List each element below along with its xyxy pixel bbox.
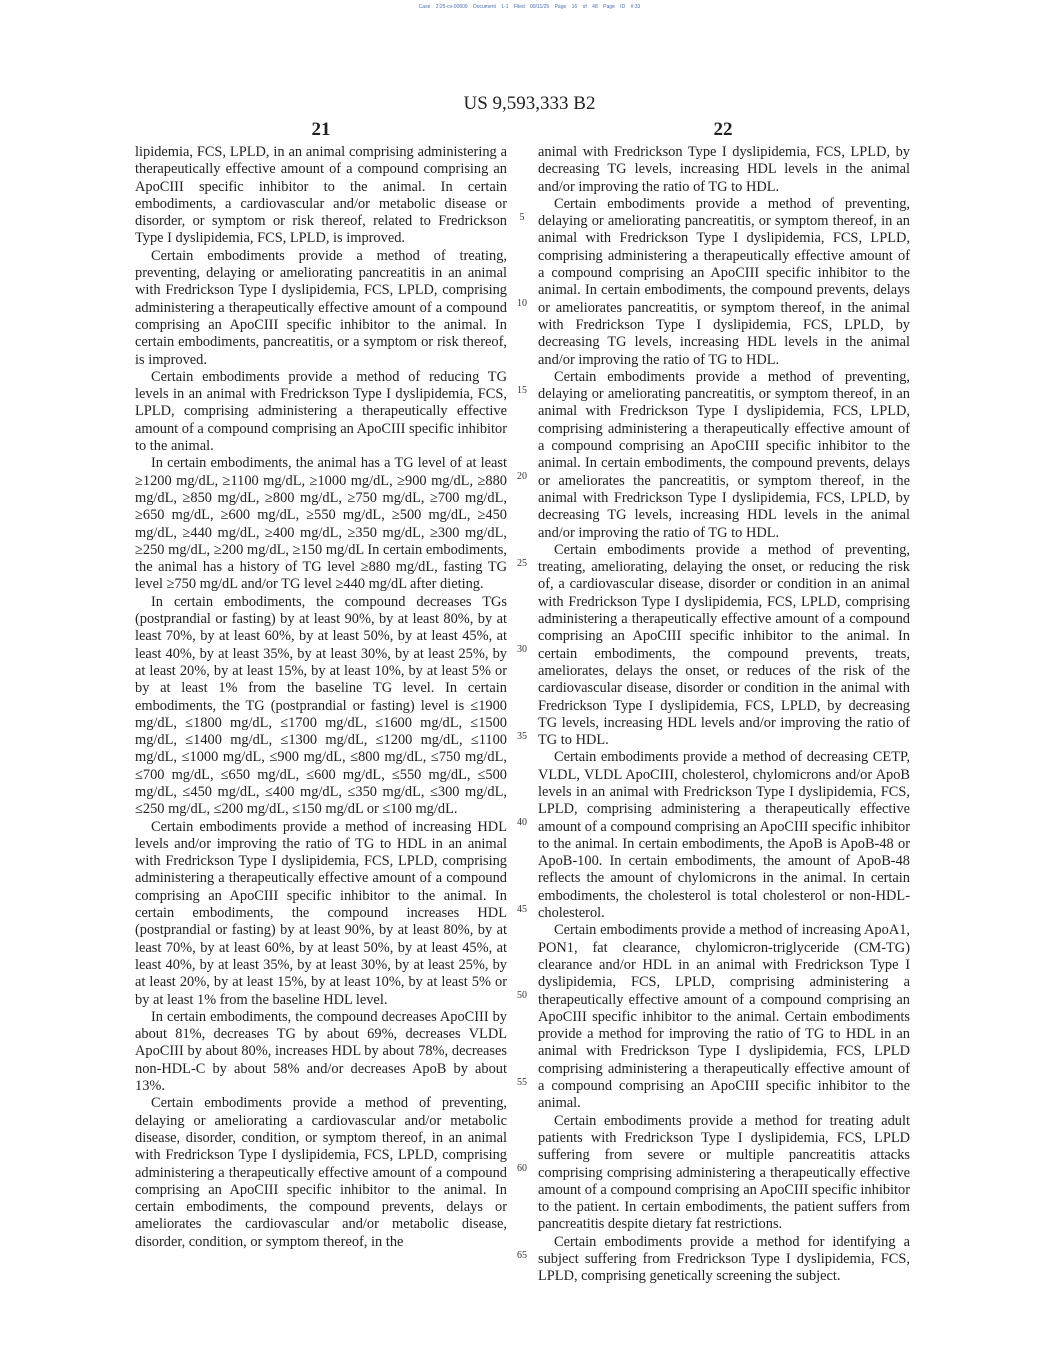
left-column: [135, 144, 507, 1251]
line-number: 5: [519, 212, 525, 223]
paragraph: animal with Fredrickson Type I dyslipidemia, FCS, LPLD, by decreasing TG levels, increasing HDL levels in the animal and/or improving the ratio of TG to HDL.: [538, 144, 910, 195]
paragraph: Certain embodiments provide a method of increasing HDL levels and/or improving the ratio of TG to HDL in an animal with Fredrickson Type I dyslipidemia, FCS, LPLD, comprising administering a therapeutically effective amount of a compound comprising an ApoCIII specific inhibitor to the animal. In certain embodiments, the compound increases HDL (postprandial or fasting) by at least 90%, by at least 80%, by at least 70%, by at least 60%, by at least 50%, by at least 45%, at least 40%, by at least 35%, by at least 30%, by at least 25%, by at least 20%, by at least 15%, by at least 10%, by at least 5% or by at least 1% from the baseline HDL level.: [135, 818, 507, 1008]
line-number: 20: [517, 471, 527, 482]
paragraph: In certain embodiments, the animal has a TG level of at least ≥1200 mg/dL, ≥1100 mg/dL, ≥1000 mg/dL, ≥900 mg/dL, ≥880 mg/dL, ≥850 mg/dL, ≥800 mg/dL, ≥750 mg/dL, ≥700 mg/dL, ≥650 mg/dL, ≥600 mg/dL, ≥550 mg/dL, ≥500 mg/dL, ≥450 mg/dL, ≥440 mg/dL, ≥400 mg/dL, ≥350 mg/dL, ≥300 mg/dL, ≥250 mg/dL, ≥200 mg/dL, ≥150 mg/dL In certain embodiments, the animal has a history of TG level ≥880 mg/dL, fasting TG level ≥750 mg/dL and/or TG level ≥440 mg/dL after dieting.: [135, 455, 507, 593]
left-column-number: 21: [311, 119, 331, 140]
paragraph: Certain embodiments provide a method of increasing ApoA1, PON1, fat clearance, chylomicron-triglyceride (CM-TG) clearance and/or HDL in an animal with Fredrickson Type I dyslipidemia, FCS, LPLD, comprising administering a therapeutically effective amount of a compound comprising an ApoCIII specific inhibitor to the animal. Certain embodiments provide a method for improving the ratio of TG to HDL in an animal with Fredrickson Type I dyslipidemia, FCS, LPLD comprising administering a therapeutically effective amount of a compound comprising an ApoCIII specific inhibitor to the animal.: [538, 922, 910, 1112]
paragraph: Certain embodiments provide a method of reducing TG levels in an animal with Fredrickson Type I dyslipidemia, FCS, LPLD, comprising administering a therapeutically effective amount of a compound comprising an ApoCIII specific inhibitor to the animal.: [135, 368, 507, 455]
line-number: 40: [517, 817, 527, 828]
line-number: 65: [517, 1250, 527, 1261]
case-stamp: Case 2:25-cv-00609 Document 1-1 Filed 09/11/25 Page 16 of 48 Page ID #:33: [418, 4, 641, 10]
line-number: 25: [517, 558, 527, 569]
paragraph: Certain embodiments provide a method of preventing, delaying or ameliorating a cardiovascular and/or metabolic disease, disorder, condition, or symptom thereof, in an animal with Fredrickson Type I dyslipidemia, FCS, LPLD, comprising administering a therapeutically effective amount of a compound comprising an ApoCIII specific inhibitor to the animal. In certain embodiments, the compound prevents, delays or ameliorates the cardiovascular and/or metabolic disease, disorder, condition, or symptom thereof, in the: [135, 1095, 507, 1250]
line-number: 55: [517, 1077, 527, 1088]
line-number: 10: [517, 298, 527, 309]
line-number: 35: [517, 731, 527, 742]
right-column: [538, 144, 910, 1286]
line-number: 50: [517, 990, 527, 1001]
line-number: 15: [517, 385, 527, 396]
line-number: 30: [517, 644, 527, 655]
paragraph: In certain embodiments, the compound decreases ApoCIII by about 81%, decreases TG by about 69%, decreases VLDL ApoCIII by about 80%, increases HDL by about 78%, decreases non-HDL-C by about 58% and/or decreases ApoB by about 13%.: [135, 1008, 507, 1095]
paragraph: In certain embodiments, the compound decreases TGs (postprandial or fasting) by at least 90%, by at least 80%, by at least 70%, by at least 60%, by at least 50%, by at least 45%, at least 40%, by at least 35%, by at least 30%, by at least 25%, by at least 20%, by at least 15%, by at least 10%, by at least 5% or by at least 1% from the baseline TG level. In certain embodiments, the TG (postprandial or fasting) level is ≤1900 mg/dL, ≤1800 mg/dL, ≤1700 mg/dL, ≤1600 mg/dL, ≤1500 mg/dL, ≤1400 mg/dL, ≤1300 mg/dL, ≤1200 mg/dL, ≤1100 mg/dL, ≤1000 mg/dL, ≤900 mg/dL, ≤800 mg/dL, ≤750 mg/dL, ≤700 mg/dL, ≤650 mg/dL, ≤600 mg/dL, ≤550 mg/dL, ≤500 mg/dL, ≤450 mg/dL, ≤400 mg/dL, ≤350 mg/dL, ≤300 mg/dL, ≤250 mg/dL, ≤200 mg/dL, ≤150 mg/dL or ≤100 mg/dL.: [135, 593, 507, 818]
paragraph: Certain embodiments provide a method of preventing, delaying or ameliorating pancreatitis, or symptom thereof, in an animal with Fredrickson Type I dyslipidemia, FCS, LPLD, comprising administering a therapeutically effective amount of a compound comprising an ApoCIII specific inhibitor to the animal. In certain embodiments, the compound prevents, delays or ameliorates the pancreatitis, or symptom thereof, in the animal with Fredrickson Type I dyslipidemia, FCS, LPLD, by decreasing TG levels, increasing HDL levels in the animal and/or improving the ratio of TG to HDL.: [538, 368, 910, 541]
paragraph: Certain embodiments provide a method of preventing, treating, ameliorating, delaying the onset, or reducing the risk of, a cardiovascular disease, disorder or condition in an animal with Fredrickson Type I dyslipidemia, FCS, LPLD, comprising administering a therapeutically effective amount of a compound comprising an ApoCIII specific inhibitor to the animal. In certain embodiments, the compound prevents, treats, ameliorates, delays the onset, or reduces of the risk of the cardiovascular disease, disorder or condition in the animal with Fredrickson Type I dyslipidemia, FCS, LPLD, by decreasing TG levels, increasing HDL levels and/or improving the ratio of TG to HDL.: [538, 541, 910, 749]
paragraph: Certain embodiments provide a method for treating adult patients with Fredrickson Type I dyslipidemia, FCS, LPLD suffering from severe or multiple pancreatitis attacks comprising comprising administering a therapeutically effective amount of a compound comprising an ApoCIII specific inhibitor to the patient. In certain embodiments, the patient suffers from pancreatitis despite dietary fat restrictions.: [538, 1112, 910, 1233]
right-column-number: 22: [713, 119, 733, 140]
paragraph: Certain embodiments provide a method of decreasing CETP, VLDL, VLDL ApoCIII, cholesterol, chylomicrons and/or ApoB levels in an animal with Fredrickson Type I dyslipidemia, FCS, LPLD, comprising administering a therapeutically effective amount of a compound comprising an ApoCIII specific inhibitor to the animal. In certain embodiments, the ApoB is ApoB-48 or ApoB-100. In certain embodiments, the amount of ApoB-48 reflects the amount of chylomicrons in the animal. In certain embodiments, the cholesterol is total cholesterol or non-HDL-cholesterol.: [538, 749, 910, 922]
line-number-gutter: [512, 0, 532, 1365]
patent-number: US 9,593,333 B2: [463, 93, 596, 114]
paragraph: Certain embodiments provide a method of treating, preventing, delaying or ameliorating pancreatitis in an animal with Fredrickson Type I dyslipidemia, FCS, LPLD, comprising administering a therapeutically effective amount of a compound comprising an ApoCIII specific inhibitor to the animal. In certain embodiments, pancreatitis, or a symptom or risk thereof, is improved.: [135, 247, 507, 368]
line-number: 60: [517, 1163, 527, 1174]
paragraph: Certain embodiments provide a method of preventing, delaying or ameliorating pancreatitis, or symptom thereof, in an animal with Fredrickson Type I dyslipidemia, FCS, LPLD, comprising administering a therapeutically effective amount of a compound comprising an ApoCIII specific inhibitor to the animal. In certain embodiments, the compound prevents, delays or ameliorates pancreatitis, or symptom thereof, in the animal with Fredrickson Type I dyslipidemia, FCS, LPLD, by decreasing TG levels, increasing HDL levels in the animal and/or improving the ratio of TG to HDL.: [538, 195, 910, 368]
line-number: 45: [517, 904, 527, 915]
paragraph: Certain embodiments provide a method for identifying a subject suffering from Fredrickson Type I dyslipidemia, FCS, LPLD, comprising genetically screening the subject.: [538, 1233, 910, 1285]
paragraph: lipidemia, FCS, LPLD, in an animal comprising administering a therapeutically effective amount of a compound comprising an ApoCIII specific inhibitor to the animal. In certain embodiments, a cardiovascular and/or metabolic disease or disorder, or symptom or risk thereof, related to Fredrickson Type I dyslipidemia, FCS, LPLD, is improved.: [135, 144, 507, 247]
